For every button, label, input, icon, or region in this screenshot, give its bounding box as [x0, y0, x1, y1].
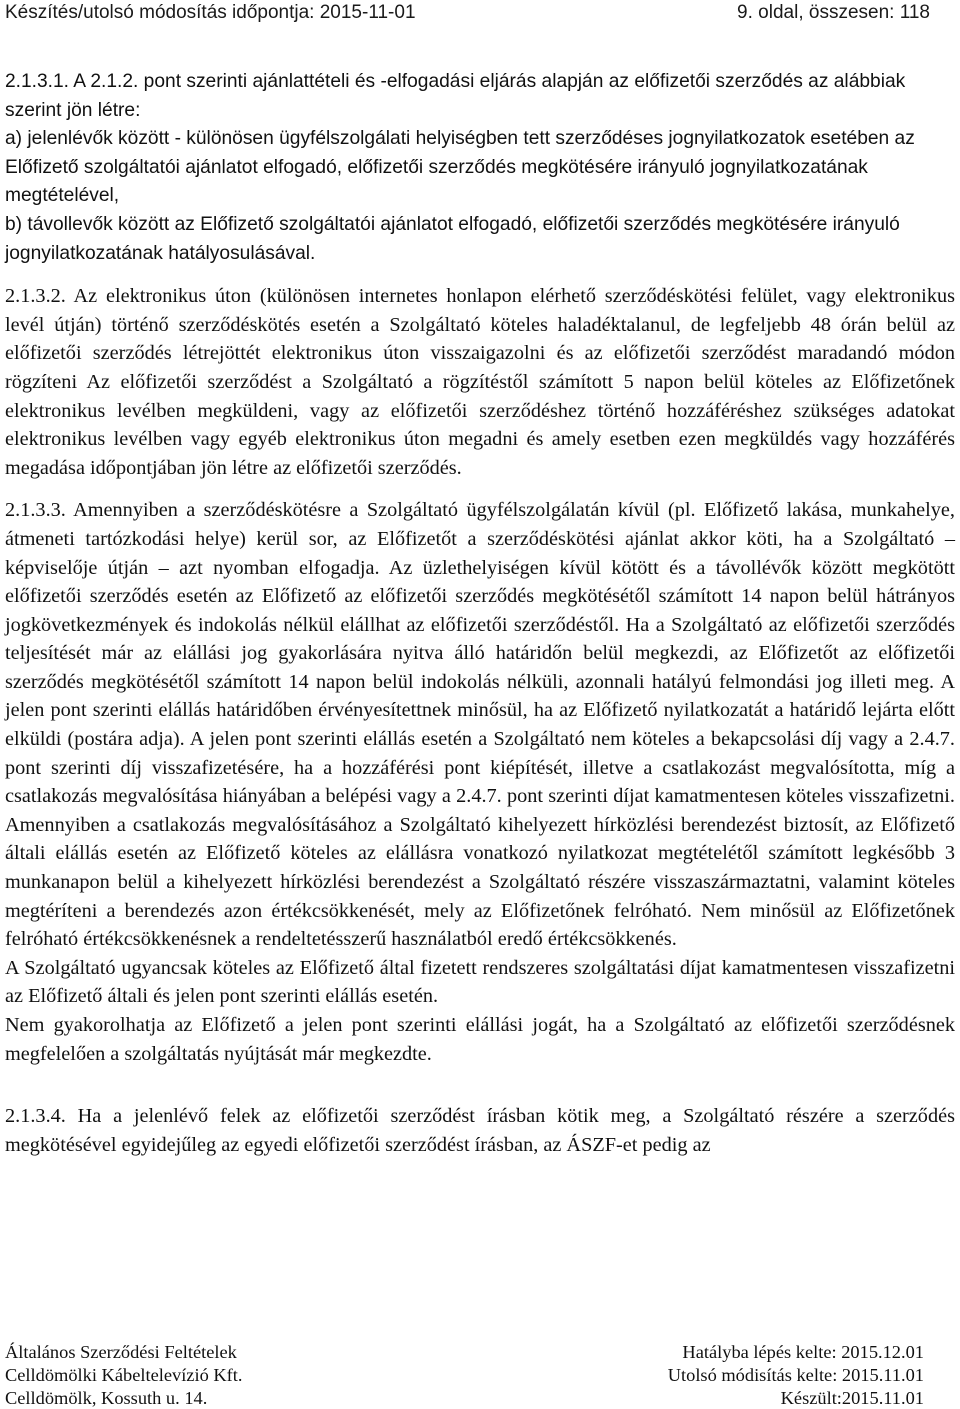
section-2-1-3-2-paragraph: 2.1.3.2. Az elektronikus úton (különösen internetes honlapon elérhető szerződéskötési felület, vagy elektronikus levél útján) történő szerződéskötés esetén a Szolgáltató köteles haladéktalanul, de legfeljebb 48 órán belül az előfizetői szerződés létrejöttét elektronikus úton visszaigazolni és az előfizetői szerződést maradandó módon rögzíteni Az előfizetői szerződést a Szolgáltató a rögzítéstől számított 5 napon belül köteles az Előfizetőnek elektronikus levélben megküldeni, vagy az előfizetői szerződéshez történő hozzáféréshez szükséges adatokat elektronikus levélben vagy egyéb elektronikus úton megadni és amely esetben ezen megküldés vagy hozzáférés megadása időpontjában jön létre az előfizetői szerződés. — [5, 285, 955, 479]
section-2-1-3-1 — [5, 68, 955, 268]
section-2-1-3-4 — [5, 1102, 955, 1159]
section-2-1-3-3 — [5, 496, 955, 1068]
footer-last-modified-date: Utolsó módisítás kelte: 2015.11.01 — [667, 1364, 924, 1385]
header-page-number: 9. oldal, összesen: 118 — [737, 2, 930, 23]
section-2-1-3-3-paragraph-2: A Szolgáltató ugyancsak köteles az Előfizető által fizetett rendszeres szolgáltatási díjat kamatmentesen visszafizetni az Előfizető általi és jelen pont szerinti elállás esetén. — [5, 956, 955, 1008]
section-2-1-3-2 — [5, 282, 955, 482]
section-2-1-3-3-paragraph-3: Nem gyakorolhatja az Előfizető a jelen pont szerinti elállási jogát, ha a Szolgáltató az előfizetői szerződésnek megfelelően a szolgáltatás nyújtását már megkezdte. — [5, 1014, 955, 1065]
section-2-1-3-3-paragraph-1: 2.1.3.3. Amennyiben a szerződéskötésre a Szolgáltató ügyfélszolgálatán kívül (pl. Előfizető lakása, munkahelye, átmeneti tartózkodási helye) kerül sor, az Előfizetőt a szerződéskötési ajánlat akkor köti, ha a Szolgáltató – képviselője útján – azt nyomban elfogadja. Az üzlethelyiségen kívül kötött és a távollévők között megkötött előfizetői szerződés esetén az Előfizető az előfizetői szerződés megkötésétől számított 14 napon belül hátrányos jogkövetkezmények és indokolás nélkül elállhat az előfizetői szerződéstől. Ha a Szolgáltató az előfizetői szerződés teljesítését már az elállási jog gyakorlására nyitva álló határidőn belül megkezdi, az Előfizetőt az előfizetői szerződés megkötésétől számított 14 napon belül indokolás nélküli, azonnali hatályú felmondási jog illeti meg. A jelen pont szerinti elállás határidőben érvényesítettnek minősül, ha az Előfizető nyilatkozatát a határidő lejárta előtt elküldi (postára adja). A jelen pont szerinti elállás esetén a Szolgáltató nem köteles a bekapcsolási díj vagy a 2.4.7. pont szerinti díj visszafizetésére, ha a hozzáférési pont kiépítését, illetve a csatlakozást megvalósította, míg a csatlakozás megvalósítása hiányában a belépési vagy a 2.4.7. pont szerinti díjat kamatmentesen köteles visszafizetni. Amennyiben a csatlakozás megvalósításához a Szolgáltató kihelyezett hírközlési berendezést biztosít, az Előfizető általi elállás esetén az Előfizető köteles az elállásra vonatkozó nyilatkozat megtételétől számított legkésőbb 3 munkanapon belül a kihelyezett hírközlési berendezést a Szolgáltató részére visszaszármaztatni, valamint köteles megtéríteni a berendezés azon értékcsökkenését, mely az Előfizetőnek felróható. Nem minősül az Előfizetőnek felróható értékcsökkenésnek a rendeltetésszerű használatból eredő értékcsökkenés. — [5, 499, 955, 951]
footer-company-name: Celldömölki Kábeltelevízió Kft. — [5, 1364, 243, 1385]
section-2-1-3-1-item-a: a) jelenlévők között - különösen ügyfélszolgálati helyiségben tett szerződéses jognyilatkozatok esetében az Előfizető szolgáltatói ajánlatot elfogadó, előfizetői szerződés megkötésére irányuló jognyilatkozatának megtételével, — [5, 128, 915, 207]
footer-document-title: Általános Szerződési Feltételek — [5, 1342, 237, 1362]
footer-effective-date: Hatályba lépés kelte: 2015.12.01 — [682, 1342, 924, 1362]
footer-row — [5, 1364, 924, 1387]
footer-row — [5, 1341, 924, 1364]
section-2-1-3-1-intro: 2.1.3.1. A 2.1.2. pont szerinti ajánlattételi és -elfogadási eljárás alapján az előfizetői szerződés az alábbiak szerint jön létre: — [5, 71, 906, 121]
footer-created-date: Készült:2015.11.01 — [780, 1387, 924, 1408]
page-header — [5, 2, 930, 24]
page-footer — [5, 1341, 924, 1409]
footer-row — [5, 1387, 924, 1409]
header-modified-date: Készítés/utolsó módosítás időpontja: 2015-11-01 — [5, 2, 416, 23]
footer-company-address: Celldömölk, Kossuth u. 14. — [5, 1387, 208, 1408]
section-2-1-3-4-paragraph: 2.1.3.4. Ha a jelenlévő felek az előfizetői szerződést írásban kötik meg, a Szolgáltató részére a szerződés megkötésével egyidejűleg az egyedi előfizetői szerződést írásban, az ÁSZF-et pedig az — [5, 1105, 955, 1156]
section-2-1-3-1-item-b: b) távollevők között az Előfizető szolgáltatói ajánlatot elfogadó, előfizetői szerződés megkötésére irányuló jognyilatkozatának hatályosulásával. — [5, 213, 900, 264]
document-body — [5, 68, 955, 1159]
